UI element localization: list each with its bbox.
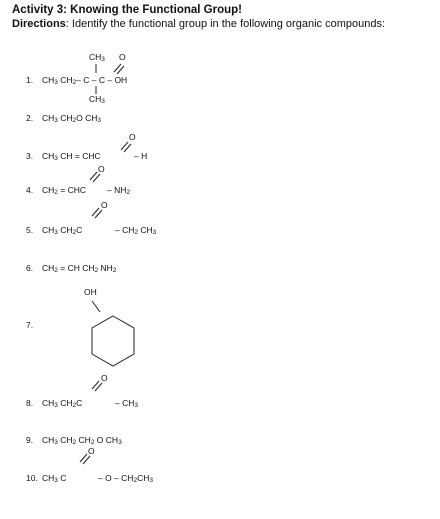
formula-right: – CH2 CH3 [115, 225, 157, 236]
carbonyl-oxygen: O [129, 132, 136, 142]
formula: CH2 = CH CH2 NH2 [42, 263, 117, 274]
formula: CH2 = CHC [42, 185, 87, 196]
directions-label: Directions [12, 18, 66, 30]
formula: CH3 CH = CHC [42, 151, 101, 162]
bond-line [92, 301, 100, 312]
formula: CH3 CH2C [42, 225, 83, 236]
formula: CH3 CH2– C – C – OH [42, 75, 128, 86]
item-number: 7. [26, 320, 34, 330]
item-number: 1. [26, 75, 34, 85]
carbonyl-oxygen: O [101, 373, 108, 383]
item-number: 4. [26, 185, 34, 195]
item-number: 2. [26, 113, 34, 123]
substituent-top: CH3 [89, 52, 105, 63]
formula-right: – H [134, 151, 148, 161]
carbonyl-oxygen: O [119, 52, 126, 62]
formula: CH3 CH2O CH3 [42, 113, 102, 124]
formula: CH3 C [42, 473, 67, 484]
carbonyl-oxygen: O [88, 446, 95, 456]
cyclohexane-ring [92, 316, 134, 366]
item-number: 9. [26, 435, 34, 445]
formula-right: – NH2 [107, 185, 130, 196]
substituent-bottom: CH3 [89, 94, 105, 105]
item-number: 6. [26, 263, 34, 273]
hydroxyl-label: OH [84, 287, 97, 297]
item-number: 5. [26, 225, 34, 235]
item-number: 3. [26, 151, 34, 161]
directions-text: : Identify the functional group in the following organic compounds: [65, 18, 385, 30]
carbonyl-oxygen: O [98, 164, 105, 174]
formula: CH3 CH2 CH2 O CH3 [42, 435, 122, 446]
formula: CH3 CH2C [42, 398, 83, 409]
activity-title: Activity 3: Knowing the Functional Group! [12, 4, 242, 16]
carbonyl-oxygen: O [101, 200, 108, 210]
formula-right: – CH3 [115, 398, 138, 409]
formula-right: – O – CH2CH3 [98, 473, 153, 484]
item-number: 8. [26, 398, 34, 408]
item-number: 10. [26, 473, 38, 483]
